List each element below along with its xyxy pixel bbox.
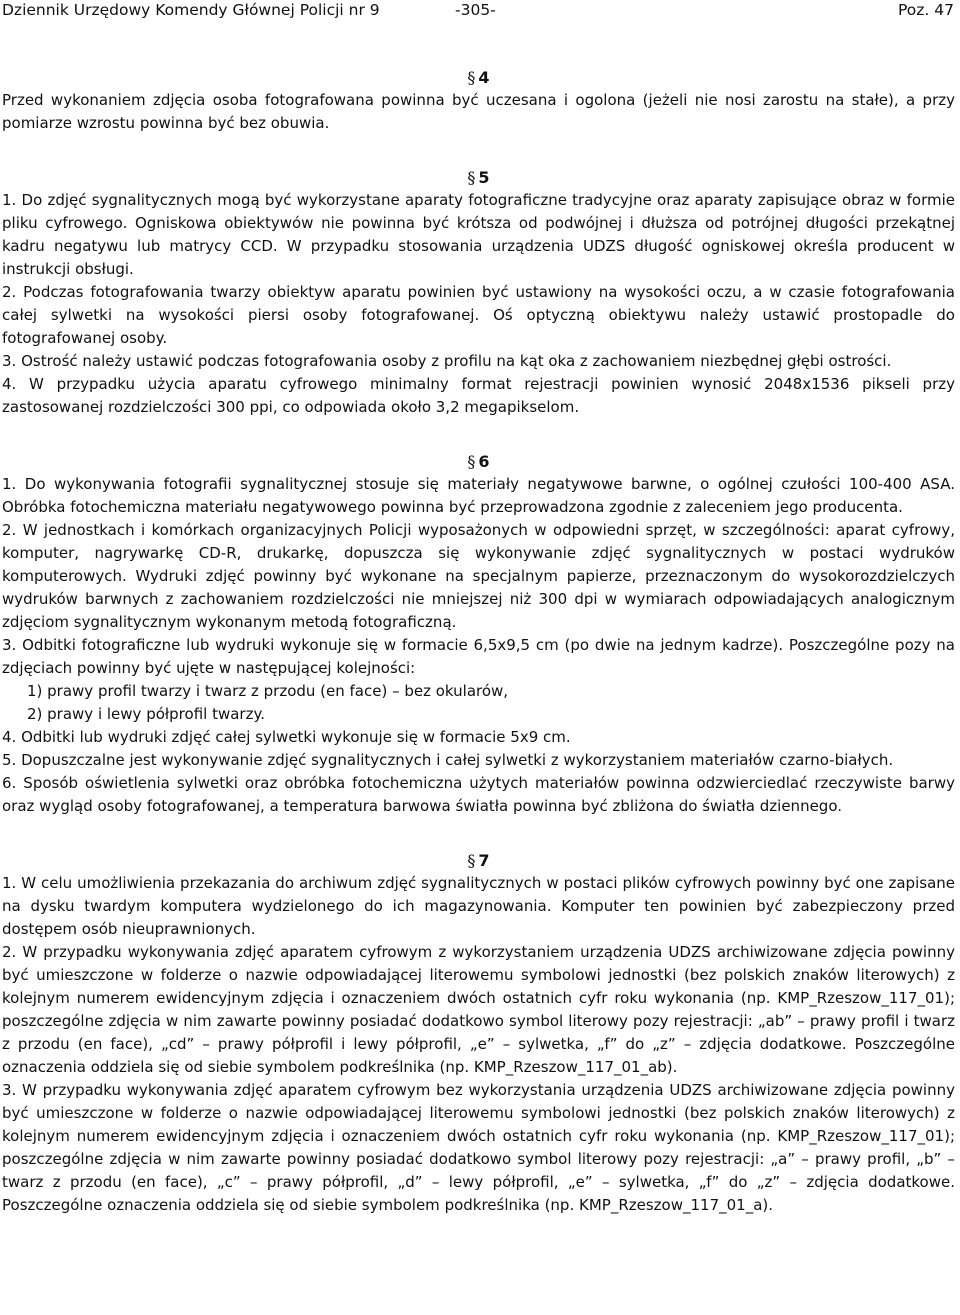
paragraph: 3. W przypadku wykonywania zdjęć aparatem cyfrowym bez wykorzystania urządzenia UDZS archiwizowane zdjęcia powinny być umieszczone w folderze o nazwie odpowiadającej literowemu symbolowi jednostki (bez polskich znaków literowych) z kolejnym numerem ewidencyjnym zdjęcia i oznaczeniem dwóch ostatnich cyfr roku wykonania (np. KMP_Rzeszow_117_01); poszczególne zdjęcia w nim zawarte powinny posiadać dodatkowo symbol literowy pozy rejestracji: „a” – prawy profil, „b” – twarz z przodu (en face), „c” – prawy półprofil, „d” – lewy półprofil, „e” – sylwetka, „f” do „z” – zdjęcia dodatkowe. Poszczególne oznaczenia oddziela się od siebie symbolem podkreślnika (np. KMP_Rzeszow_117_01_a). [2, 1081, 955, 1214]
section-heading-5: § 5 [467, 168, 490, 187]
paragraph: 3. Odbitki fotograficzne lub wydruki wykonuje się w formacie 6,5x9,5 cm (po dwie na jednym kadrze). Poszczególne pozy na zdjęciach powinny być ujęte w następującej kolejności: [2, 636, 955, 677]
journal-title: Dziennik Urzędowy Komendy Głównej Policji nr 9 [2, 1, 380, 19]
paragraph: 2. W przypadku wykonywania zdjęć aparatem cyfrowym z wykorzystaniem urządzenia UDZS archiwizowane zdjęcia powinny być umieszczone w folderze o nazwie odpowiadającej literowemu symbolowi jednostki (bez polskich znaków literowych) z kolejnym numerem ewidencyjnym zdjęcia i oznaczeniem dwóch ostatnich cyfr roku wykonania (np. KMP_Rzeszow_117_01); poszczególne zdjęcia w nim zawarte powinny posiadać dodatkowo symbol literowy pozy rejestracji: „ab” – prawy profil i twarz z przodu (en face), „cd” – prawy półprofil i lewy półprofil, „e” – sylwetka, „f” do „z” – zdjęcia dodatkowe. Poszczególne oznaczenia oddziela się od siebie symbolem podkreślnika (np. KMP_Rzeszow_117_01_ab). [2, 943, 955, 1076]
paragraph: 1. W celu umożliwienia przekazania do archiwum zdjęć sygnalitycznych w postaci plików cyfrowych powinny być one zapisane na dysku twardym komputera wydzielonego do ich magazynowania. Komputer ten powinien być zabezpieczony przed dostępem osób nieuprawnionych. [2, 874, 955, 938]
section-sign-icon: § [467, 168, 476, 187]
position-number: Poz. 47 [898, 1, 954, 19]
list-item: 1) prawy profil twarzy i twarz z przodu (en face) – bez okularów, [27, 682, 509, 700]
section-heading-7: § 7 [467, 851, 490, 870]
section-heading-6: § 6 [467, 452, 490, 471]
paragraph: 1. Do wykonywania fotografii sygnalitycznej stosuje się materiały negatywowe barwne, o ogólnej czułości 100-400 ASA. Obróbka fotochemiczna materiału negatywowego powinna być przeprowadzona zgodnie z zaleceniem jego producenta. [2, 475, 955, 516]
paragraph: Przed wykonaniem zdjęcia osoba fotografowana powinna być uczesana i ogolona (jeżeli nie nosi zarostu na stałe), a przy pomiarze wzrostu powinna być bez obuwia. [2, 91, 955, 132]
section-sign-icon: § [467, 68, 476, 87]
paragraph: 4. Odbitki lub wydruki zdjęć całej sylwetki wykonuje się w formacie 5x9 cm. [2, 728, 571, 746]
paragraph: 3. Ostrość należy ustawić podczas fotografowania osoby z profilu na kąt oka z zachowaniem niezbędnej głębi ostrości. [2, 352, 892, 370]
paragraph: 2. Podczas fotografowania twarzy obiektyw aparatu powinien być ustawiony na wysokości oczu, a w czasie fotografowania całej sylwetki na wysokości piersi osoby fotografowanej. Oś optyczną obiektywu należy ustawić prostopadle do fotografowanej osoby. [2, 283, 955, 347]
paragraph: 1. Do zdjęć sygnalitycznych mogą być wykorzystane aparaty fotograficzne tradycyjne oraz aparaty zapisujące obraz w formie pliku cyfrowego. Ogniskowa obiektywów nie powinna być krótsza od podwójnej i dłuższa od potrójnej długości przekątnej kadru negatywu lub matrycy CCD. W przypadku stosowania urządzenia UDZS długość ogniskowej określa producent w instrukcji obsługi. [2, 191, 955, 278]
paragraph: 4. W przypadku użycia aparatu cyfrowego minimalny format rejestracji powinien wynosić 2048x1536 pikseli przy zastosowanej rozdzielczości 300 ppi, co odpowiada około 3,2 megapikselom. [2, 375, 955, 416]
section-heading-4: § 4 [467, 68, 490, 87]
paragraph: 2. W jednostkach i komórkach organizacyjnych Policji wyposażonych w odpowiedni sprzęt, w szczególności: aparat cyfrowy, komputer, nagrywarkę CD-R, drukarkę, dopuszcza się wykonywanie zdjęć sygnalitycznych w postaci wydruków komputerowych. Wydruki zdjęć powinny być wykonane na specjalnym papierze, przeznaczonym do wysokorozdzielczych wydruków barwnych z zachowaniem rozdzielczości nie mniejszej niż 300 dpi w wymiarach odpowiadających analogicznym zdjęciom sygnalitycznym wykonanym metodą fotograficzną. [2, 521, 955, 631]
list-item: 2) prawy i lewy półprofil twarzy. [27, 705, 265, 723]
page-number: -305- [455, 1, 496, 19]
document-body [2, 67, 955, 1217]
section-sign-icon: § [467, 851, 476, 870]
section-sign-icon: § [467, 452, 476, 471]
page-header [0, 0, 960, 24]
paragraph: 6. Sposób oświetlenia sylwetki oraz obróbka fotochemiczna użytych materiałów powinna odzwierciedlać rzeczywiste barwy oraz wygląd osoby fotografowanej, a temperatura barwowa światła powinna być zbliżona do światła dziennego. [2, 774, 955, 815]
paragraph: 5. Dopuszczalne jest wykonywanie zdjęć sygnalitycznych i całej sylwetki z wykorzystaniem materiałów czarno-białych. [2, 751, 894, 769]
